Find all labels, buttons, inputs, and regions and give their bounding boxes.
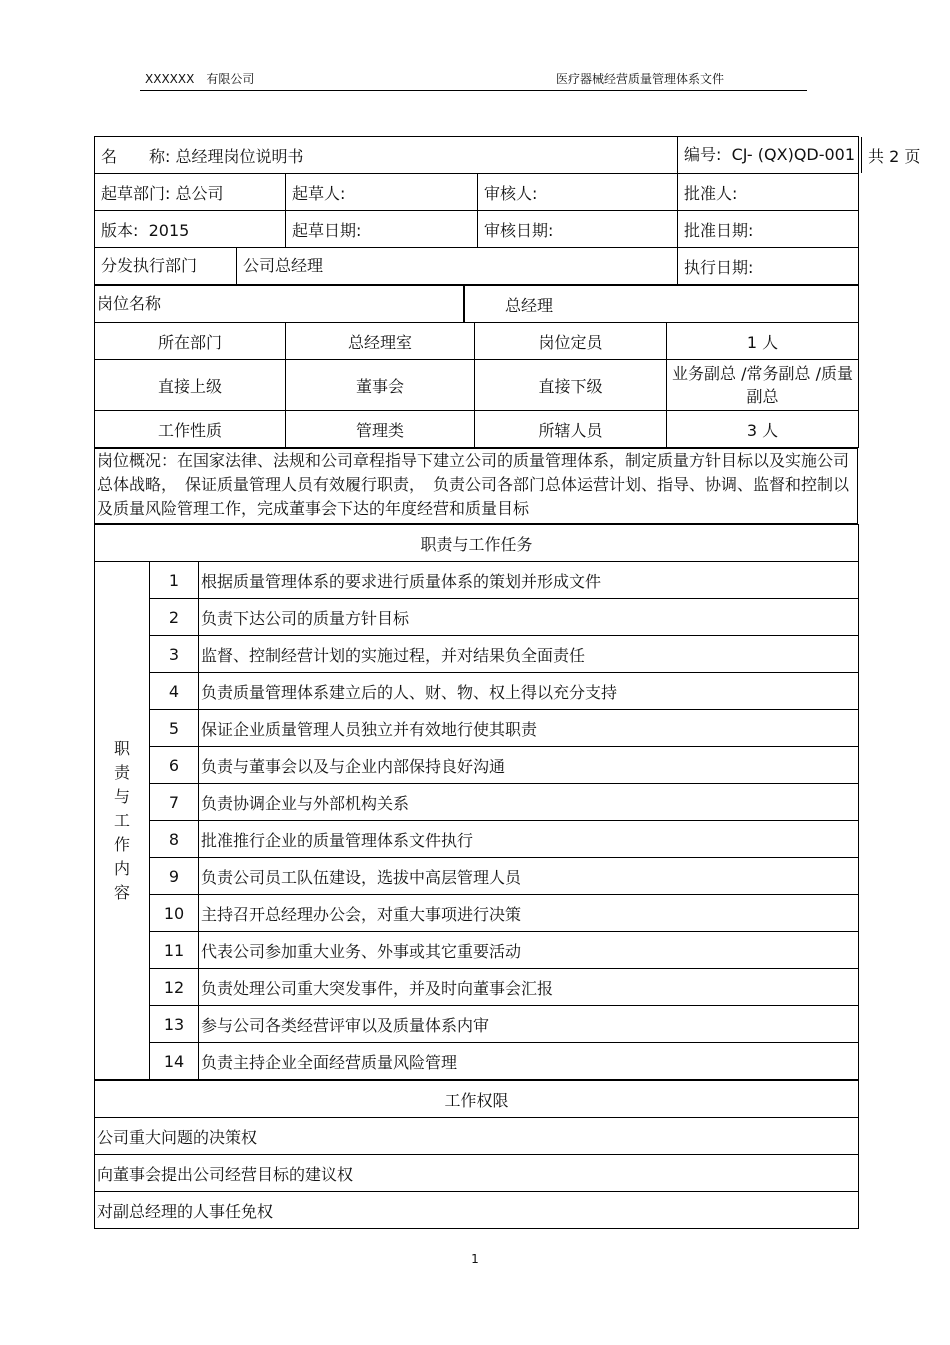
post-name-row — [95, 286, 859, 323]
duty-text: 负责协调企业与外部机构关系 — [199, 784, 859, 821]
table-row — [95, 821, 859, 858]
dept-label: 所在部门 — [95, 323, 286, 360]
duty-text: 监督、控制经营计划的实施过程，并对结果负全面责任 — [199, 636, 859, 673]
authority-item: 向董事会提出公司经营目标的建议权 — [95, 1155, 859, 1192]
duty-text: 负责质量管理体系建立后的人、财、物、权上得以充分支持 — [199, 673, 859, 710]
duty-number: 5 — [150, 710, 199, 747]
table-row — [95, 1043, 859, 1081]
post-superior-row — [95, 360, 859, 411]
subordinate-value: 业务副总 /常务副总 /质量副总 — [667, 360, 859, 411]
exec-date: 执行日期: — [684, 257, 754, 277]
drafter-cell: 起草人: — [286, 174, 478, 211]
table-row — [95, 895, 859, 932]
info-row-name — [95, 137, 859, 174]
duty-text: 负责与董事会以及与企业内部保持良好沟通 — [199, 747, 859, 784]
header-rule — [140, 90, 807, 91]
header-company: XXXXXX 有限公司 — [145, 72, 255, 86]
distribution-cell — [95, 248, 859, 285]
duty-number: 2 — [150, 599, 199, 636]
info-row-distribution — [95, 248, 859, 285]
table-row — [95, 969, 859, 1006]
duty-text: 保证企业质量管理人员独立并有效地行使其职责 — [199, 710, 859, 747]
doc-code-label: 编号: — [684, 145, 722, 164]
nature-label: 工作性质 — [95, 411, 286, 448]
duty-text: 负责处理公司重大突发事件，并及时向董事会汇报 — [199, 969, 859, 1006]
version-label: 版本: — [101, 220, 139, 240]
overview-table — [94, 448, 858, 524]
duty-number: 6 — [150, 747, 199, 784]
nature-value: 管理类 — [286, 411, 475, 448]
draft-dept-value: 总公司 — [175, 183, 224, 203]
table-row — [95, 1006, 859, 1043]
draft-date-cell: 起草日期: — [286, 211, 478, 248]
duty-text: 参与公司各类经营评审以及质量体系内审 — [199, 1006, 859, 1043]
duty-number: 3 — [150, 636, 199, 673]
dept-value: 总经理室 — [286, 323, 475, 360]
version-value: 2015 — [148, 220, 190, 240]
duty-number: 4 — [150, 673, 199, 710]
staff-value: 3 人 — [667, 411, 859, 448]
approver-cell: 批准人: — [678, 174, 859, 211]
post-info-table — [94, 285, 859, 448]
post-name-label: 岗位名称 — [95, 286, 465, 322]
post-overview: 岗位概况：在国家法律、法规和公司章程指导下建立公司的质量管理体系，制定质量方针目标以及实施公司总体战略， 保证质量管理人员有效履行职责， 负责公司各部门总体运营计划、指导、协调、监督和控制以及质量风险管理工作，完成董事会下达的年度经营和质量目标 — [95, 449, 858, 524]
duty-number: 7 — [150, 784, 199, 821]
reviewer-cell: 审核人: — [478, 174, 678, 211]
draft-dept-cell — [95, 174, 286, 211]
duty-text: 负责下达公司的质量方针目标 — [199, 599, 859, 636]
post-nature-row — [95, 411, 859, 448]
duty-number: 8 — [150, 821, 199, 858]
duties-title: 职责与工作任务 — [95, 525, 859, 562]
table-row — [95, 673, 859, 710]
post-name-value: 总经理 — [505, 295, 554, 315]
authority-item: 公司重大问题的决策权 — [95, 1118, 859, 1155]
duty-number: 12 — [150, 969, 199, 1006]
dist-value: 公司总经理 — [237, 248, 678, 284]
table-row — [95, 636, 859, 673]
duty-number: 9 — [150, 858, 199, 895]
duty-number: 13 — [150, 1006, 199, 1043]
header-doc-system: 医疗器械经营质量管理体系文件 — [556, 72, 725, 86]
info-row-version — [95, 211, 859, 248]
table-row — [95, 599, 859, 636]
doc-name-label: 名 称: — [101, 146, 171, 166]
page-number: 1 — [471, 1252, 479, 1266]
doc-code — [678, 137, 862, 173]
table-row — [95, 710, 859, 747]
doc-name-cell — [95, 137, 678, 174]
table-row — [95, 784, 859, 821]
duties-side-label-cell — [95, 562, 150, 1081]
table-row — [95, 932, 859, 969]
duty-text: 代表公司参加重大业务、外事或其它重要活动 — [199, 932, 859, 969]
authority-item: 对副总经理的人事任免权 — [95, 1192, 859, 1229]
post-dept-row — [95, 323, 859, 360]
duty-text: 负责主持企业全面经营质量风险管理 — [199, 1043, 859, 1081]
duty-number: 11 — [150, 932, 199, 969]
info-row-draft — [95, 174, 859, 211]
draft-dept-label: 起草部门: — [101, 183, 171, 203]
duties-title-row — [95, 525, 859, 562]
superior-label: 直接上级 — [95, 360, 286, 411]
approve-date-cell: 批准日期: — [678, 211, 859, 248]
duty-number: 14 — [150, 1043, 199, 1081]
duty-text: 批准推行企业的质量管理体系文件执行 — [199, 821, 859, 858]
table-row — [95, 858, 859, 895]
table-row — [95, 747, 859, 784]
code-pages-cell — [678, 137, 921, 174]
post-name-cell — [95, 286, 859, 323]
list-item — [95, 1155, 859, 1192]
table-row — [95, 562, 859, 599]
doc-pages: 共 2 页 — [868, 146, 921, 166]
duty-number: 1 — [150, 562, 199, 599]
list-item — [95, 1192, 859, 1229]
list-item — [95, 1118, 859, 1155]
duties-table — [94, 524, 859, 1229]
dist-label: 分发执行部门 — [95, 248, 237, 284]
authority-title: 工作权限 — [95, 1080, 859, 1118]
duty-text: 根据质量管理体系的要求进行质量体系的策划并形成文件 — [199, 562, 859, 599]
quota-label: 岗位定员 — [475, 323, 667, 360]
authority-title-row — [95, 1080, 859, 1118]
superior-value: 董事会 — [286, 360, 475, 411]
duties-side-label: 职责与工作内容 — [114, 738, 131, 902]
document-info-table — [94, 136, 921, 285]
subordinate-label: 直接下级 — [475, 360, 667, 411]
version-cell — [95, 211, 286, 248]
duty-text: 负责公司员工队伍建设，选拔中高层管理人员 — [199, 858, 859, 895]
doc-code-value: CJ- (QX)QD-001 — [731, 145, 856, 164]
doc-name-value: 总经理岗位说明书 — [175, 146, 304, 166]
duty-number: 10 — [150, 895, 199, 932]
staff-label: 所辖人员 — [475, 411, 667, 448]
review-date-cell: 审核日期: — [478, 211, 678, 248]
duty-text: 主持召开总经理办公会，对重大事项进行决策 — [199, 895, 859, 932]
quota-value: 1 人 — [667, 323, 859, 360]
